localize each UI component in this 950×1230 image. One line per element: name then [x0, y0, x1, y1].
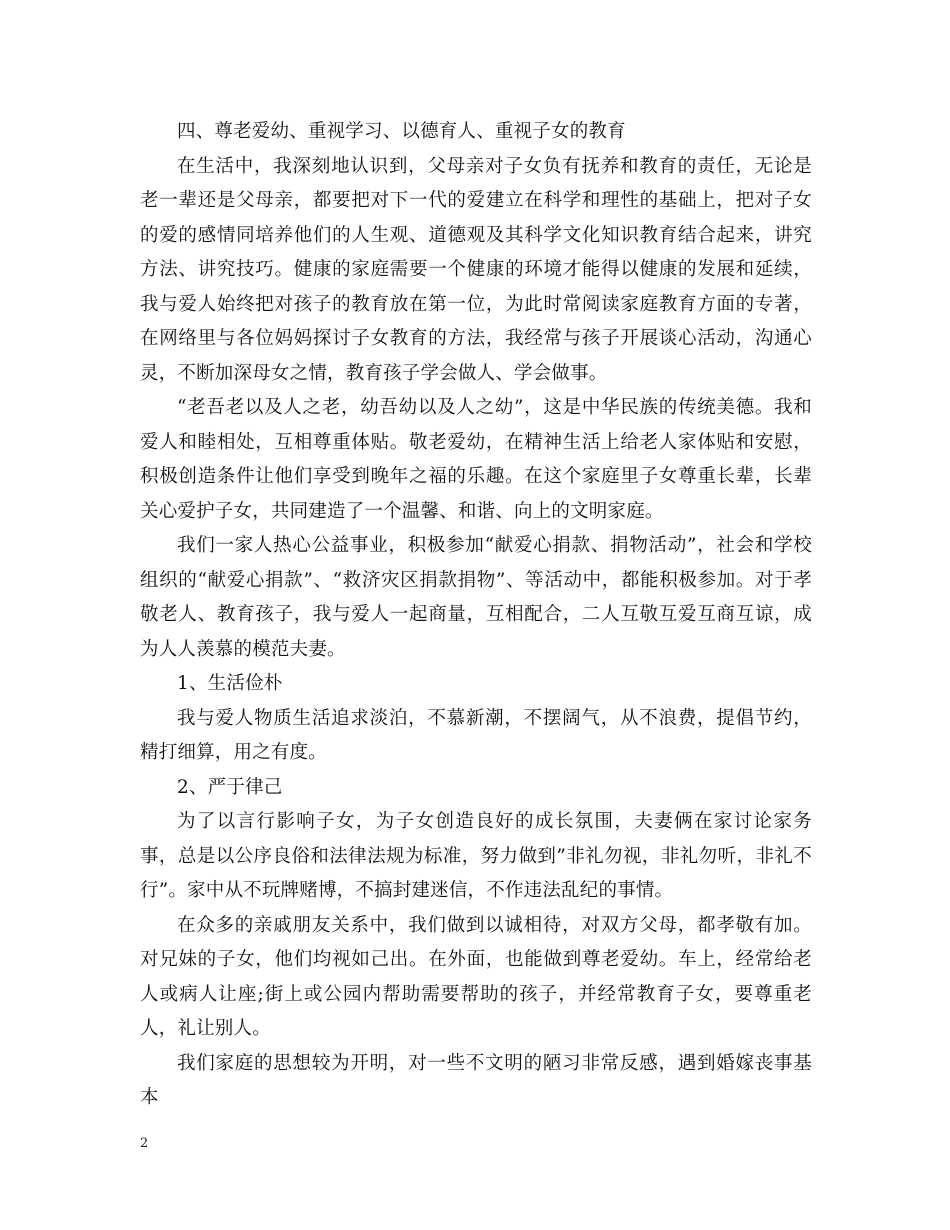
- document-body: [140, 115, 812, 1116]
- paragraph: 在生活中，我深刻地认识到，父母亲对子女负有抚养和教育的责任，无论是老一辈还是父母亲，都要把对下一代的爱建立在科学和理性的基础上，把对子女的爱的感情同培养他们的人生观、道德观及其科学文化知识教育结合起来，讲究方法、讲究技巧。健康的家庭需要一个健康的环境才能得以健康的发展和延续，我与爱人始终把对孩子的教育放在第一位，为此时常阅读家庭教育方面的专著，在网络里与各位妈妈探讨子女教育的方法，我经常与孩子开展谈心活动，沟通心灵，不断加深母女之情，教育孩子学会做人、学会做事。: [140, 155, 812, 384]
- paragraph: 在众多的亲戚朋友关系中，我们做到以诚相待，对双方父母，都孝敬有加。对兄妹的子女，他们均视如己出。在外面，也能做到尊老爱幼。车上，经常给老人或病人让座;街上或公园内帮助需要帮助的孩子，并经常教育子女，要尊重老人，礼让别人。: [140, 914, 812, 1039]
- page-number: 2: [140, 1136, 149, 1151]
- subheading: 1、生活俭朴: [177, 673, 283, 694]
- subheading: 2、严于律己: [177, 776, 283, 798]
- paragraph: 我们一家人热心公益事业，积极参加“献爱心捐款、捐物活动”，社会和学校组织的“献爱心捐款”、“救济灾区捐款捐物”、等活动中，都能积极参加。对于孝敬老人、教育孩子，我与爱人一起商量，互相配合，二人互敬互爱互商互谅，成为人人羡慕的模范夫妻。: [140, 535, 812, 660]
- paragraph: 我们家庭的思想较为开明，对一些不文明的陋习非常反感，遇到婚嫁丧事基本: [140, 1052, 812, 1108]
- paragraph: “老吾老以及人之老，幼吾幼以及人之幼”，这是中华民族的传统美德。我和爱人和睦相处，互相尊重体贴。敬老爱幼，在精神生活上给老人家体贴和安慰，积极创造条件让他们享受到晚年之福的乐趣。在这个家庭里子女尊重长辈，长辈关心爱护子女，共同建造了一个温馨、和谐、向上的文明家庭。: [140, 397, 812, 522]
- paragraph: 我与爱人物质生活追求淡泊，不慕新潮，不摆阔气，从不浪费，提倡节约，精打细算，用之有度。: [140, 707, 812, 763]
- section-heading: 四、尊老爱幼、重视学习、以德育人、重视子女的教育: [177, 121, 626, 142]
- paragraph: 为了以言行影响子女，为子女创造良好的成长氛围，夫妻俩在家讨论家务事，总是以公序良俗和法律法规为标准，努力做到”非礼勿视，非礼勿听，非礼不行”。家中从不玩牌赌博，不搞封建迷信，不作违法乱纪的事情。: [140, 811, 812, 901]
